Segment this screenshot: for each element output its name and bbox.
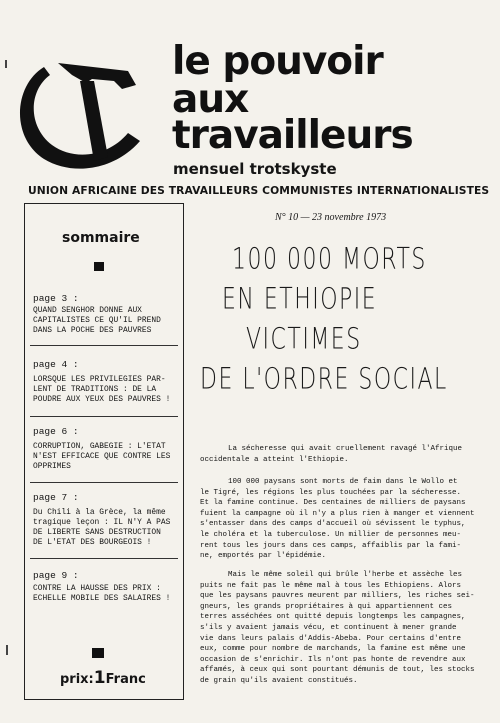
toc-page-label: page 9 : [33, 570, 79, 581]
toc-page-label: page 6 : [33, 426, 79, 437]
toc-divider [30, 345, 178, 346]
toc-entry-text: CONTRE LA HAUSSE DES PRIX : ECHELLE MOBILE DES SALAIRES ! [33, 584, 171, 603]
toc-divider [30, 482, 178, 483]
toc-page-label: page 3 : [33, 293, 79, 304]
masthead-subtitle: mensuel trotskyste [173, 160, 337, 178]
margin-mark [5, 60, 7, 68]
masthead-title-line-3: travailleurs [172, 113, 413, 158]
toc-divider [30, 416, 178, 417]
headline-line-2: EN ETHIOPIE [222, 283, 378, 317]
article-paragraph-1: La sécheresse qui avait cruellement ravagé l'Afrique occidentale a atteint l'Ethiopie. [200, 445, 463, 464]
toc-page-label: page 7 : [33, 492, 79, 503]
toc-entry-text: Du Chili à la Grèce, la même tragique leçon : IL N'Y A PAS DE LIBERTE SANS DESTRUCTION DE L'ETAT DES BOURGEOIS ! [33, 508, 171, 547]
masthead-title-line-2: aux [172, 77, 249, 122]
masthead-title-line-1: le pouvoir [172, 39, 383, 84]
organization-banner: UNION AFRICAINE DES TRAVAILLEURS COMMUNISTES INTERNATIONALISTES [28, 184, 490, 197]
toc-divider [30, 558, 178, 559]
hammer-sickle-icon [10, 45, 160, 180]
toc-entry-text: CORRUPTION, GABEGIE : L'ETAT N'EST EFFICACE QUE CONTRE LES OPPRIMES [33, 442, 171, 471]
toc-entry-text: QUAND SENGHOR DONNE AUX CAPITALISTES CE QU'IL PREND DANS LA POCHE DES PAUVRES [33, 306, 161, 335]
article-paragraph-2: 100 000 paysans sont morts de faim dans le Wollo et le Tigré, les régions les plus touchées par la sécheresse. Et la famine continue. Des centaines de milliers de paysans fuient la campagne où il n'y a plus rien à manger et viennent s'entasser dans des camps d'accueil où sévissent le typhus, le choléra et la tuberculose. Un millier de personnes meu- rent tous les jours dans ces camps, affaiblis par la fami- ne, emportés par l'épidémie. [200, 478, 475, 561]
margin-mark [6, 645, 8, 655]
issue-number-date: N° 10 — 23 novembre 1973 [275, 212, 387, 223]
toc-page-label: page 4 : [33, 359, 79, 370]
headline-line-1: 100 000 MORTS [232, 243, 427, 277]
sommaire-title: sommaire [62, 230, 140, 246]
headline-line-3: VICTIMES [246, 323, 362, 357]
toc-entry-text: LORSQUE LES PRIVILEGIES PAR- LENT DE TRADITIONS : DE LA POUDRE AUX YEUX DES PAUVRES ! [33, 375, 171, 404]
bullet-square-icon [94, 262, 104, 271]
headline-line-4: DE L'ORDRE SOCIAL [200, 363, 448, 397]
bullet-square-icon [92, 648, 104, 658]
article-paragraph-3: Mais le même soleil qui brûle l'herbe et assèche les puits ne fait pas le même mal à tous les Ethiopiens. Alors que les paysans pauvres meurent par milliers, les riches sei- gneurs, les grands propriétaires à qui appartiennent ces terres asséchées ont quitté depuis longtemps les campagnes, s'ils y avaient jamais vécu, et continuent à mener grande vie dans leurs palais d'Addis-Abeba. Pour certains d'entre eux, comme pour nombre de marchands, la famine est même une occasion de s'enrichir. Ils n'ont pas honte de revendre aux affamés, à ceux qui sont pourtant démunis de tout, les stocks de grain qu'ils avaient constitués. [200, 571, 475, 685]
price-label: prix:1Franc [60, 668, 146, 688]
